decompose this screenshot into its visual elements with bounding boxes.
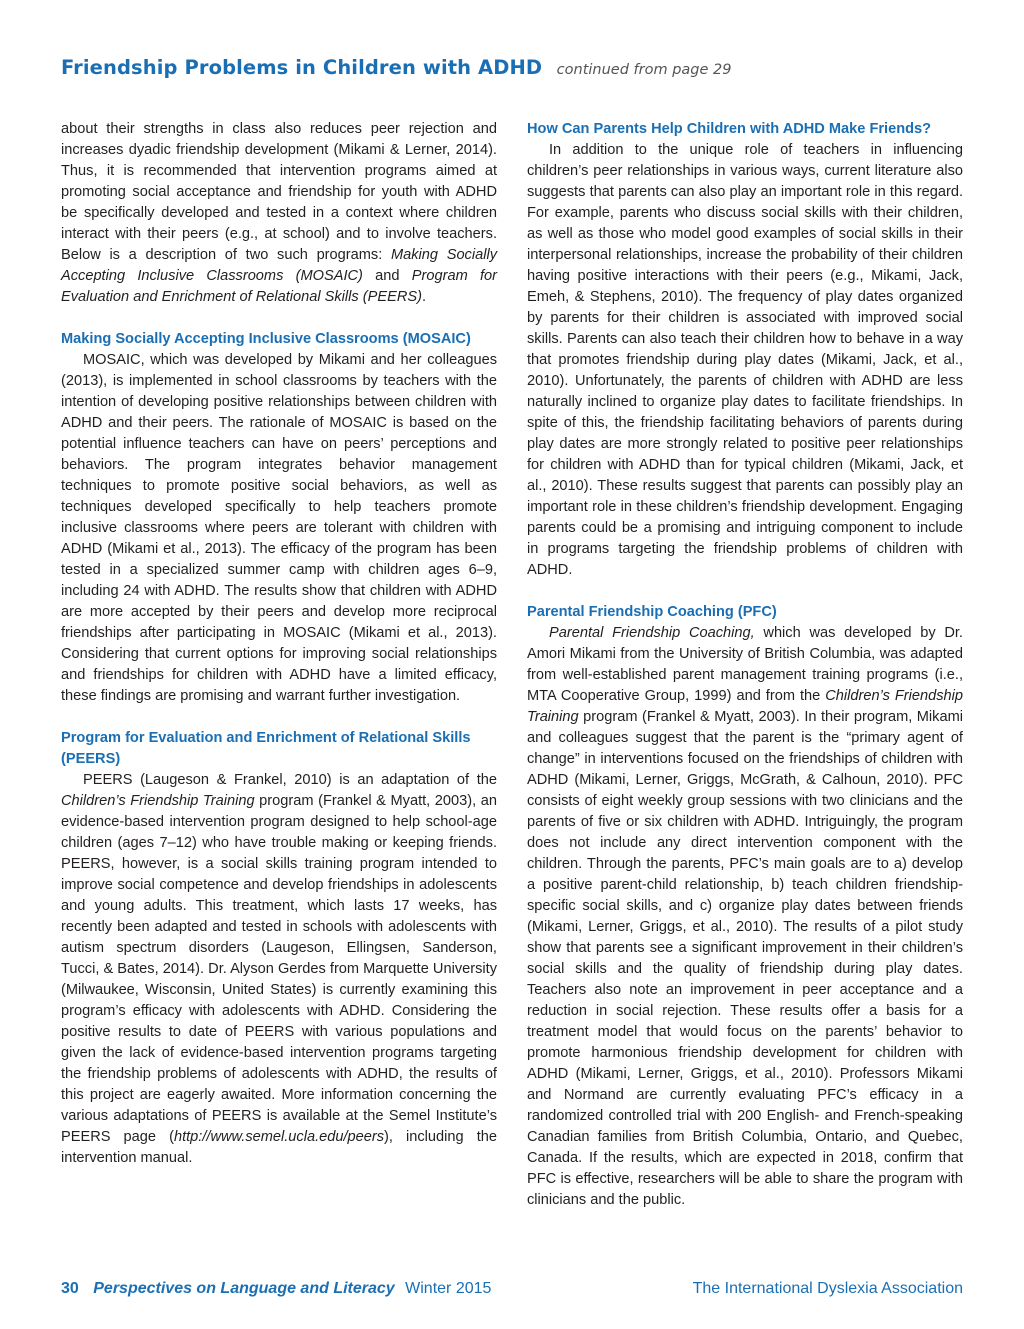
intro-paragraph: about their strengths in class also reduces peer rejection and increases dyadic friendship development (Mikami & Lerner, 2014). Thus, it is recommended that intervention programs aimed at promoting social acceptance and friendship for youth with ADHD be specifically developed and tested in a context where children interact with their peers (e.g., at school) and to involve teachers. Below is a description of two such programs: Making Socially Accepting Inclusive Classrooms (MOSAIC) and Program for Evaluation and Enrichment of Relational Skills (PEERS). [61,121,498,305]
pfc-heading: Parental Friendship Coaching (PFC) [527,604,777,620]
running-header [61,56,961,79]
organization-name: The International Dyslexia Association [692,1280,963,1297]
peers-url: http://www.semel.ucla.edu/peers [173,1129,385,1145]
page-number: 30 [61,1280,79,1297]
continued-note: continued from page 29 [556,62,732,78]
peers-heading: Program for Evaluation and Enrichment of Relational Skills (PEERS) [61,730,471,767]
pfc-paragraph: Parental Friendship Coaching, which was developed by Dr. Amori Mikami from the University of British Columbia, was adapted from well-established parent management training programs (i.e., MTA Cooperative Group, 1999) and from the Children’s Friendship Training program (Frankel & Myatt, 2003). In their program, Mikami and colleagues suggest that the parent is the “primary agent of change” in interventions focused on the friendships of children with ADHD (Mikami, Lerner, Griggs, McGrath, & Calhoun, 2010). PFC consists of eight weekly group sessions with two clinicians and the parents of five or six children with ADHD. Intriguingly, the program does not include any direct intervention component with the children. Through the parents, PFC’s main goals are to a) develop a positive parent-child relationship, b) teach children friendship-specific social skills, and c) organize play dates between friends (Mikami, Lerner, Griggs, et al., 2010). The results of a pilot study show that parents see a significant improvement in their children’s social skills and the quality of friendship during play dates. Teachers also note an improvement in peer acceptance and a reduction in social rejection. These results offer a basis for a treatment model that would focus on the parents’ behavior to promote harmonious friendship development for children with ADHD (Mikami, Lerner, Griggs, et al., 2010). Professors Mikami and Normand are currently evaluating PFC’s efficacy in a randomized controlled trial with 200 English- and French-speaking Canadian families from British Columbia, Ontario, and Quebec, Canada. If the results, which are expected in 2018, confirm that PFC is effective, researchers will be able to share the program with clinicians and the public. [527,625,963,1208]
article-title: Friendship Problems in Children with ADHD [61,56,543,79]
parents-paragraph: In addition to the unique role of teachers in influencing children’s peer relationships in various ways, current literature also suggests that parents can also play an important role in this regard. For example, parents who discuss social skills with their children, as well as those who model good examples of social skills in their interpersonal relationships, increase the probability of their children having positive interactions with their peers (e.g., Mikami, Jack, Emeh, & Stephens, 2010). The frequency of play dates organized by parents for their children is associated with improved social skills. Parents can also teach their children how to behave in a way that promotes friendship during play dates (Mikami, Jack, et al., 2010). Unfortunately, the parents of children with ADHD are less naturally inclined to organize play dates to facilitate friendships. In spite of this, the friendship facilitating behaviors of parents during play dates are more strongly related to positive peer relationships for children with ADHD than for typical children (Mikami, Jack, et al., 2010). These results suggest that parents can possibly play an important role in these children’s friendship development. Engaging parents could be a promising and intriguing component to include in programs targeting the friendship problems of children with ADHD. [527,142,963,578]
journal-name: Perspectives on Language and Literacy [93,1280,395,1297]
page-footer [61,1280,963,1298]
right-column [527,119,963,1211]
peers-paragraph: PEERS (Laugeson & Frankel, 2010) is an adaptation of the Children’s Friendship Training program (Frankel & Myatt, 2003), an evidence-based intervention program designed to help school-age children (ages 7–12) who have trouble making or keeping friends. PEERS, however, is a social skills training program intended to improve social competence and develop friendships in adolescents and young adults. This treatment, which lasts 17 weeks, has recently been adapted and tested in schools with adolescents with autism spectrum disorders (Laugeson, Ellingsen, Sanderson, Tucci, & Bates, 2014). Dr. Alyson Gerdes from Marquette University (Milwaukee, Wisconsin, United States) is currently examining this program’s efficacy with adolescents with ADHD. Considering the positive results to date of PEERS with various populations and given the lack of evidence-based intervention programs targeting the friendship problems of adolescents with ADHD, the results of this project are eagerly awaited. More information concerning the various adaptations of PEERS is available at the Semel Institute’s PEERS page (http://www.semel.ucla.edu/peers), including the intervention manual. [61,772,498,1166]
parents-heading: How Can Parents Help Children with ADHD Make Friends? [527,121,932,137]
mosaic-paragraph: MOSAIC, which was developed by Mikami and her colleagues (2013), is implemented in school classrooms by teachers with the intention of developing positive relationships between children with ADHD and their peers. The rationale of MOSAIC is based on the potential influence teachers can have on peers’ perceptions and behaviors. The program integrates behavior management techniques to promote positive social behaviors, as well as techniques developed specifically to help teachers promote inclusive classrooms where peers are tolerant with children with ADHD (Mikami et al., 2013). The efficacy of the program has been tested in a specialized summer camp with children ages 6–9, including 24 with ADHD. The results show that children with ADHD are more accepted by their peers and develop more reciprocal friendships after participating in MOSAIC (Mikami et al., 2013). Considering that current options for improving social relationships and friendships for children with ADHD have a limited efficacy, these findings are promising and warrant further investigation. [61,352,497,704]
left-column [61,119,497,1169]
mosaic-heading: Making Socially Accepting Inclusive Classrooms (MOSAIC) [61,331,471,347]
issue-label: Winter 2015 [405,1280,492,1297]
